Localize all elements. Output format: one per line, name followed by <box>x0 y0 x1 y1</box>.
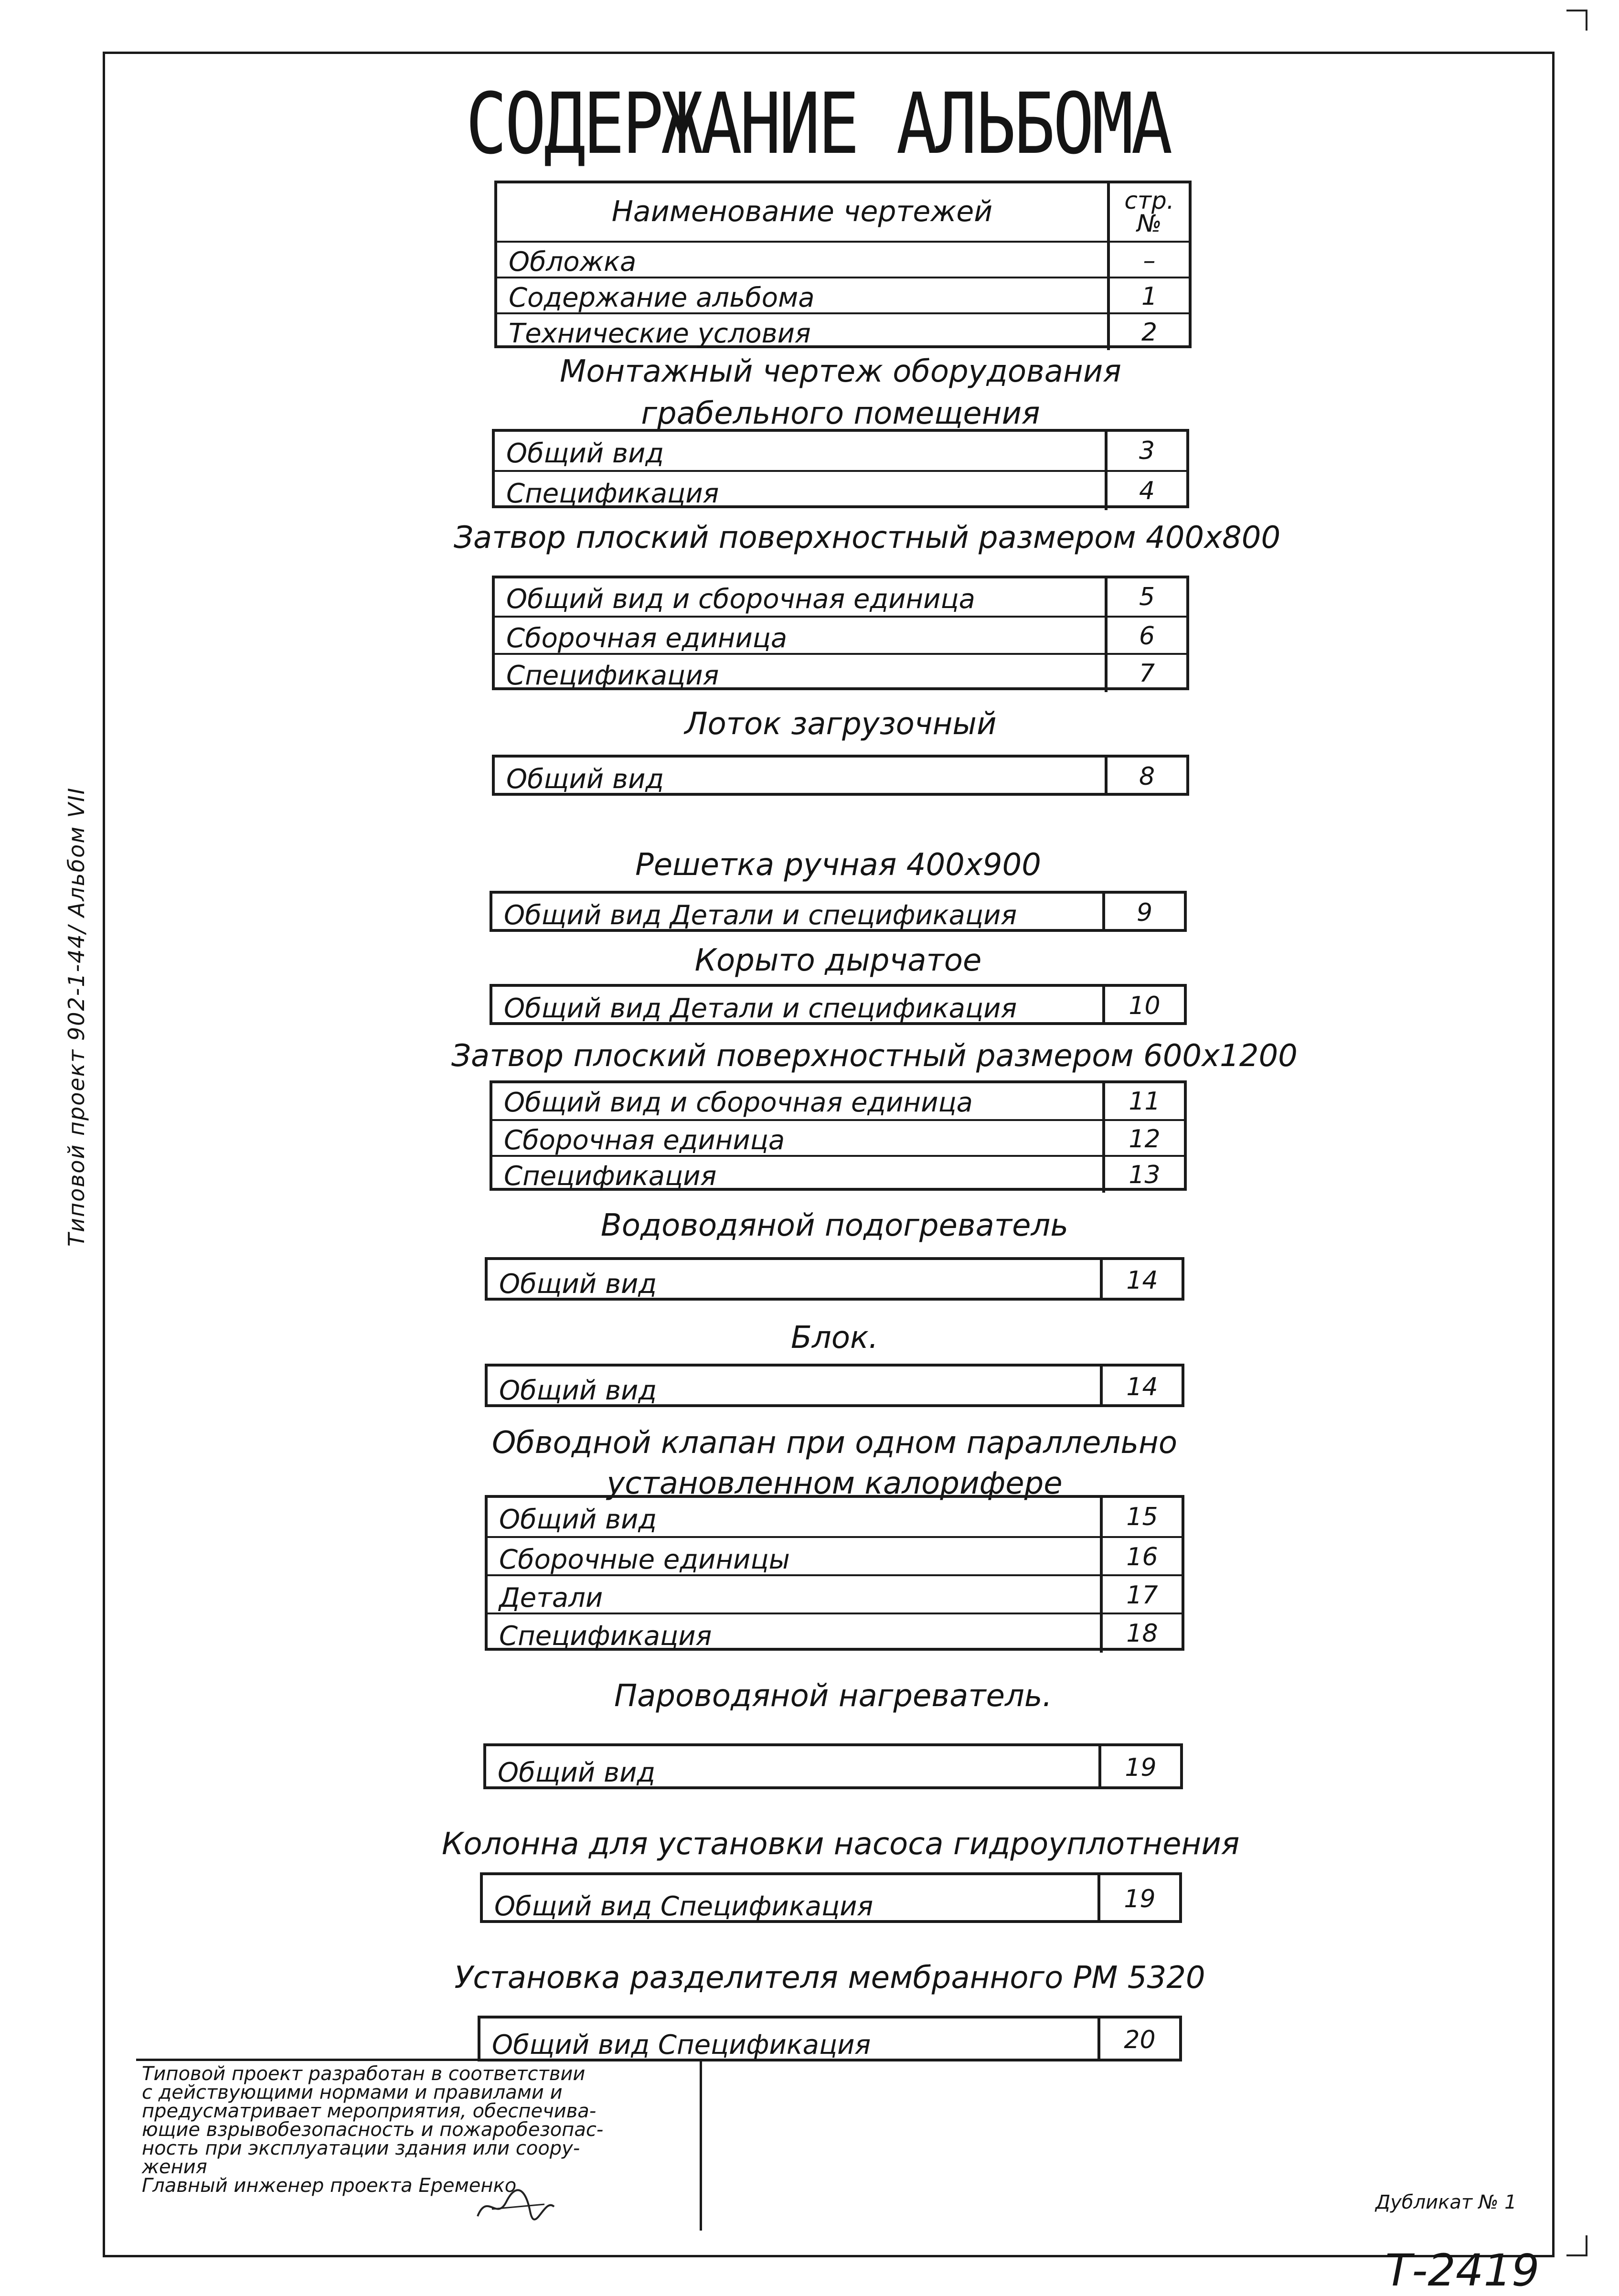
section-title: установленном калорифере <box>607 1466 1063 1501</box>
drawing-name: Сборочные единицы <box>488 1538 1103 1576</box>
page-number: 19 <box>1125 1753 1157 1782</box>
drawing-name: Общий вид <box>486 1746 1101 1789</box>
table-row <box>495 653 1186 692</box>
section-title: Лоток загрузочный <box>684 706 997 742</box>
drawing-name: Сборочная единица <box>492 1121 1105 1157</box>
page-number: 11 <box>1129 1087 1161 1116</box>
drawing-name: Общий вид Детали и спецификация <box>492 987 1105 1025</box>
page-number: 5 <box>1139 583 1155 611</box>
duplicate-mark: Дубликат № 1 <box>1375 2191 1517 2213</box>
table-row <box>495 616 1186 655</box>
drawing-name: Общий вид и сборочная единица <box>492 1083 1105 1119</box>
table-row <box>497 312 1189 350</box>
note-line: ющие взрывобезопасность и пожаробезопас- <box>142 2119 604 2141</box>
drawing-name: Общий вид Спецификация <box>483 1875 1100 1923</box>
table-row <box>497 241 1189 278</box>
drawing-name: Технические условия <box>497 314 1110 350</box>
drawing-name: Общий вид Детали и спецификация <box>492 894 1105 932</box>
table-row <box>488 1367 1182 1407</box>
note-line: ность при эксплуатации здания или соору- <box>142 2137 580 2159</box>
table-row <box>492 1155 1184 1193</box>
signature <box>473 2183 559 2226</box>
drawing-name: Обложка <box>497 243 1110 278</box>
contents-table <box>483 1743 1183 1789</box>
contents-table <box>485 1257 1184 1301</box>
table-row <box>495 578 1186 616</box>
page-number: 20 <box>1124 2026 1156 2054</box>
section-title: Затвор плоский поверхностный размером 400x800 <box>454 520 1281 555</box>
page-number: 4 <box>1139 477 1155 505</box>
page-number: 15 <box>1126 1503 1158 1531</box>
section-title: Установка разделителя мембранного РМ 5320 <box>454 1960 1205 1996</box>
section-title: Корыто дырчатое <box>694 943 982 978</box>
contents-table <box>485 1364 1184 1407</box>
section-title: Затвор плоский поверхностный размером 600x1200 <box>451 1038 1298 1074</box>
drawing-name: Общий вид <box>488 1498 1103 1536</box>
contents-table <box>480 1872 1182 1923</box>
table-row <box>480 2018 1179 2061</box>
page-number: 14 <box>1126 1372 1158 1401</box>
note-line: предусматривает мероприятия, обеспечива- <box>142 2100 596 2122</box>
drawing-name: Спецификация <box>492 1157 1105 1193</box>
table-row <box>495 758 1186 796</box>
contents-table <box>492 429 1189 508</box>
side-label: Типовой проект 902-1-44/ Альбом VII <box>64 787 89 1247</box>
section-title: Водоводяной подогреватель <box>600 1208 1069 1243</box>
page-number: – <box>1143 246 1156 275</box>
page-number: 13 <box>1129 1160 1161 1189</box>
contents-table <box>492 576 1189 690</box>
table-row <box>488 1498 1182 1536</box>
table-row <box>488 1613 1182 1653</box>
table-row <box>492 894 1184 932</box>
page-number: 3 <box>1139 437 1155 465</box>
contents-table <box>494 181 1192 348</box>
note-line: жения <box>142 2156 207 2178</box>
page-number: 10 <box>1129 992 1161 1020</box>
compliance-note <box>136 2059 702 2231</box>
drawing-name: Спецификация <box>495 655 1108 692</box>
contents-table <box>490 891 1187 932</box>
drawing-name: Общий вид <box>488 1367 1103 1407</box>
section-title: Монтажный чертеж оборудования <box>560 354 1121 389</box>
header-page: стр. № <box>1124 187 1174 237</box>
page-number: 12 <box>1129 1124 1161 1153</box>
drawing-name: Общий вид Спецификация <box>480 2018 1100 2061</box>
table-row <box>488 1260 1182 1301</box>
table-row <box>492 1083 1184 1119</box>
page-number: 2 <box>1141 318 1158 347</box>
table-row <box>495 470 1186 510</box>
note-line: с действующими нормами и правилами и <box>142 2082 563 2104</box>
drawing-name: Общий вид <box>495 758 1108 796</box>
page-number: 8 <box>1139 762 1155 791</box>
page-number: 18 <box>1126 1619 1158 1648</box>
drawing-name: Спецификация <box>495 472 1108 510</box>
archive-stamp: Т-2419 <box>1385 2245 1540 2296</box>
page-number: 9 <box>1136 898 1153 927</box>
corner-mark <box>1566 10 1587 31</box>
table-header <box>497 183 1189 241</box>
section-title: Решетка ручная 400x900 <box>635 847 1041 883</box>
table-row <box>492 987 1184 1025</box>
table-row <box>497 277 1189 314</box>
contents-table <box>485 1495 1184 1651</box>
drawing-name: Общий вид <box>488 1260 1103 1301</box>
section-title: Пароводяной нагреватель. <box>614 1678 1052 1714</box>
table-row <box>488 1536 1182 1576</box>
drawing-name: Спецификация <box>488 1614 1103 1653</box>
drawing-name: Содержание альбома <box>497 278 1110 314</box>
section-title: Колонна для установки насоса гидроуплотнения <box>442 1826 1240 1862</box>
drawing-name: Общий вид <box>495 432 1108 470</box>
table-row <box>495 432 1186 470</box>
page-title: СОДЕРЖАНИЕ АЛЬБОМА <box>466 75 1171 173</box>
page-number: 6 <box>1139 622 1155 651</box>
table-row <box>483 1875 1179 1923</box>
contents-table <box>490 984 1187 1025</box>
corner-mark <box>1566 2235 1587 2256</box>
page-number: 17 <box>1126 1581 1158 1610</box>
contents-table <box>478 2016 1182 2061</box>
page-number: 1 <box>1141 282 1158 311</box>
note-line: Главный инженер проекта Еременко <box>142 2175 517 2197</box>
contents-table <box>490 1080 1187 1191</box>
section-title: грабельного помещения <box>641 396 1040 431</box>
table-row <box>492 1119 1184 1157</box>
note-line: Типовой проект разработан в соответствии <box>142 2063 586 2085</box>
drawing-name: Детали <box>488 1576 1103 1614</box>
page-number: 19 <box>1124 1885 1156 1913</box>
page-number: 14 <box>1126 1266 1158 1295</box>
table-row <box>486 1746 1180 1789</box>
section-title: Блок. <box>791 1320 878 1356</box>
drawing-name: Общий вид и сборочная единица <box>495 578 1108 616</box>
page-number: 16 <box>1126 1543 1158 1571</box>
table-row <box>488 1574 1182 1614</box>
page-number: 7 <box>1139 659 1155 688</box>
section-title: Обводной клапан при одном параллельно <box>491 1425 1178 1461</box>
header-name: Наименование чертежей <box>497 183 1110 241</box>
drawing-name: Сборочная единица <box>495 618 1108 655</box>
contents-table <box>492 755 1189 796</box>
